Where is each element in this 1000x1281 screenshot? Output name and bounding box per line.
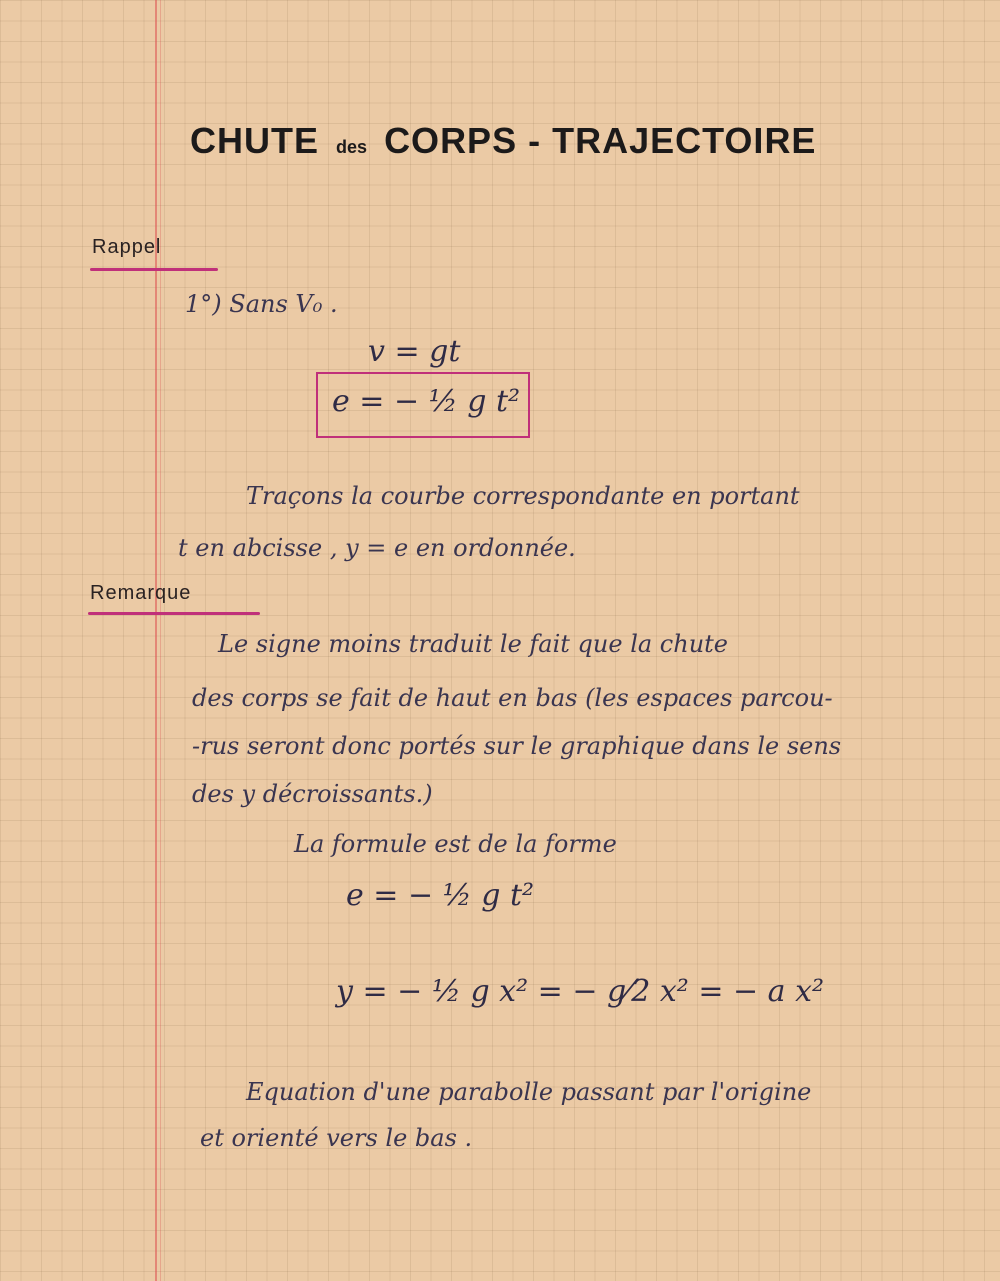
- text-formule: La formule est de la forme: [294, 830, 617, 858]
- title-part-3: CORPS - TRAJECTOIRE: [384, 120, 817, 161]
- formula-e-2: e = − ½ g t²: [346, 878, 535, 913]
- title-part-1: CHUTE: [190, 120, 319, 161]
- heading-rappel: Rappel: [92, 236, 162, 258]
- text-equation-1: Equation d'une parabolle passant par l'origine: [246, 1078, 812, 1106]
- underline-rappel: [90, 268, 218, 271]
- heading-remarque: Remarque: [90, 582, 192, 604]
- text-remarque-2: des corps se fait de haut en bas (les espaces parcou-: [192, 684, 833, 712]
- text-remarque-3: -rus seront donc portés sur le graphique dans le sens: [192, 732, 842, 760]
- title-part-2: des: [336, 137, 368, 157]
- text-tracons-2: t en abcisse , y = e en ordonnée.: [178, 534, 576, 562]
- margin-line: [155, 0, 157, 1281]
- formula-v: v = gt: [368, 334, 461, 369]
- text-remarque-1: Le signe moins traduit le fait que la chute: [218, 630, 729, 658]
- text-equation-2: et orienté vers le bas .: [200, 1124, 473, 1152]
- formula-e: e = − ½ g t²: [332, 384, 521, 419]
- text-remarque-4: des y décroissants.): [192, 780, 433, 808]
- underline-remarque: [88, 612, 260, 615]
- line-sans-v0: 1°) Sans V₀ .: [185, 290, 338, 318]
- margin-line-secondary: [160, 0, 161, 1281]
- text-tracons-1: Traçons la courbe correspondante en portant: [246, 482, 800, 510]
- formula-y: y = − ½ g x² = − g⁄2 x² = − a x²: [336, 974, 825, 1009]
- page-title: [190, 120, 995, 162]
